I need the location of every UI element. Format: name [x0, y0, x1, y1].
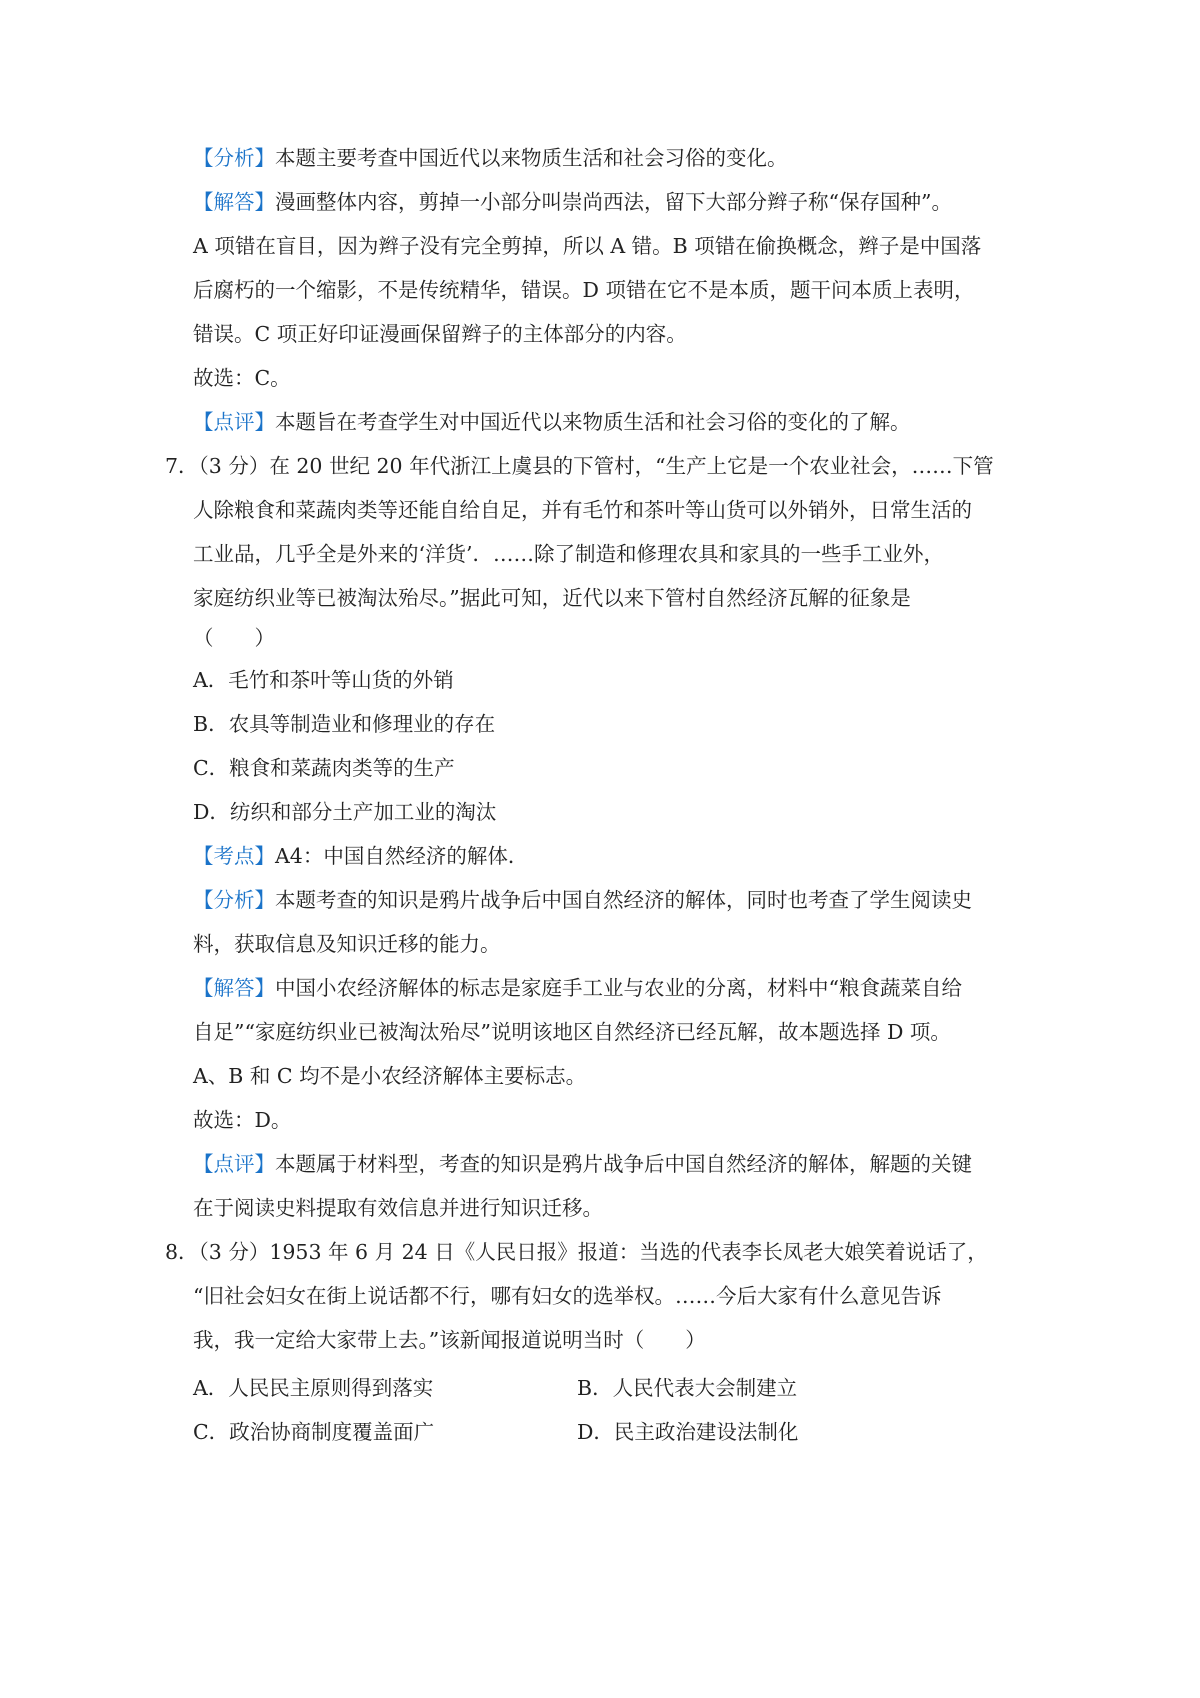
jieda-text-3: 后腐朽的一个缩影，不是传统精华，错误。D 项错在它不是本质，题干问本质上表明， [193, 278, 975, 302]
kaodian-text: A4：中国自然经济的解体． [275, 844, 529, 868]
answer-text: 故选：D。 [193, 1108, 292, 1132]
jieda-text-2: A 项错在盲目，因为辫子没有完全剪掉，所以 A 错。B 项错在偷换概念，辫子是中国落 [193, 234, 982, 258]
dianping-tag: 【点评】 [193, 410, 275, 434]
q8-stem-2: “旧社会妇女在街上说话都不行，哪有妇女的选举权。……今后大家有什么意见告诉 [193, 1284, 942, 1308]
fenxi-text: 本题主要考查中国近代以来物质生活和社会习俗的变化。 [275, 146, 788, 170]
dianping-text-2: 在于阅读史料提取有效信息并进行知识迁移。 [193, 1196, 603, 1220]
dianping-text: 本题旨在考查学生对中国近代以来物质生活和社会习俗的变化的了解。 [275, 410, 911, 434]
q7-option-a: A．毛竹和茶叶等山货的外销 [193, 668, 454, 692]
fenxi-text-2: 料，获取信息及知识迁移的能力。 [193, 932, 501, 956]
q7-option-b: B．农具等制造业和修理业的存在 [193, 712, 496, 736]
fenxi-tag: 【分析】 [193, 146, 275, 170]
jieda-text-1: 漫画整体内容，剪掉一小部分叫崇尚西法，留下大部分辫子称“保存国种”。 [275, 190, 952, 214]
q8-option-b: B．人民代表大会制建立 [577, 1376, 798, 1400]
dianping-text-1: 本题属于材料型，考查的知识是鸦片战争后中国自然经济的解体，解题的关键 [275, 1152, 972, 1176]
jieda-text-2: 自足”“家庭纺织业已被淘汰殆尽”说明该地区自然经济已经瓦解，故本题选择 D 项。 [193, 1020, 951, 1044]
jieda-tag: 【解答】 [193, 190, 275, 214]
q7-stem-blank: （ ） [193, 626, 275, 650]
q7-stem-4: 家庭纺织业等已被淘汰殆尽。”据此可知，近代以来下管村自然经济瓦解的征象是 [193, 586, 911, 610]
q8-option-d: D．民主政治建设法制化 [577, 1420, 799, 1444]
fenxi-tag: 【分析】 [193, 888, 275, 912]
q8-option-c: C．政治协商制度覆盖面广 [193, 1420, 435, 1444]
q7-stem-1: 7．（3 分）在 20 世纪 20 年代浙江上虞县的下管村，“生产上它是一个农业社会，……下管 [165, 454, 994, 478]
q8-option-a: A．人民民主原则得到落实 [193, 1376, 434, 1400]
q7-stem-2: 人除粮食和菜蔬肉类等还能自给自足，并有毛竹和茶叶等山货可以外销外，日常生活的 [193, 498, 972, 522]
kaodian-tag: 【考点】 [193, 844, 275, 868]
jieda-text-4: 错误。C 项正好印证漫画保留辫子的主体部分的内容。 [193, 322, 687, 346]
fenxi-text-1: 本题考查的知识是鸦片战争后中国自然经济的解体，同时也考查了学生阅读史 [275, 888, 972, 912]
jieda-text-1: 中国小农经济解体的标志是家庭手工业与农业的分离，材料中“粮食蔬菜自给 [275, 976, 962, 1000]
answer-text: 故选：C。 [193, 366, 291, 390]
q8-stem-1: 8．（3 分）1953 年 6 月 24 日《人民日报》报道：当选的代表李长凤老大娘笑着说话了， [165, 1240, 988, 1264]
dianping-tag: 【点评】 [193, 1152, 275, 1176]
jieda-tag: 【解答】 [193, 976, 275, 1000]
q8-stem-3: 我，我一定给大家带上去。”该新闻报道说明当时（ ） [193, 1328, 706, 1352]
jieda-text-3: A、B 和 C 均不是小农经济解体主要标志。 [193, 1064, 587, 1088]
q7-option-d: D．纺织和部分土产加工业的淘汰 [193, 800, 497, 824]
q7-option-c: C．粮食和菜蔬肉类等的生产 [193, 756, 455, 780]
q7-stem-3: 工业品，几乎全是外来的‘洋货’．……除了制造和修理农具和家具的一些手工业外， [193, 542, 945, 566]
